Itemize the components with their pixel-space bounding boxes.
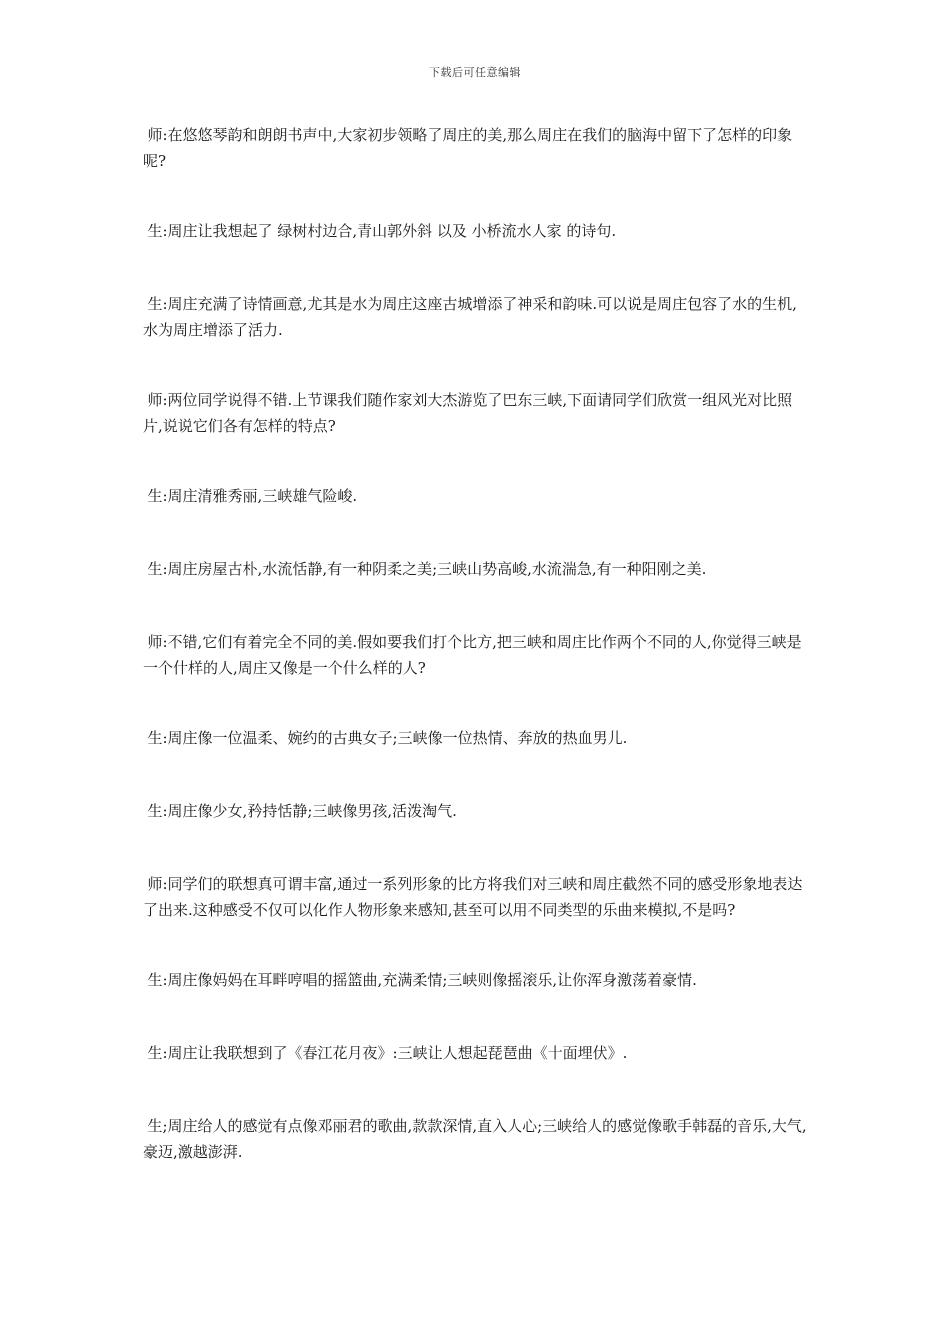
paragraph-8: 生:周庄像一位温柔、婉约的古典女子;三峡像一位热情、奔放的热血男儿. bbox=[147, 729, 628, 747]
paragraph-11: 生:周庄像妈妈在耳畔哼唱的摇篮曲,充满柔情;三峡则像摇滚乐,让你浑身激荡着豪情. bbox=[147, 971, 697, 989]
paragraph-13: 生;周庄给人的感觉有点像邓丽君的歌曲,款款深情,直入人心;三峡给人的感觉像歌手韩磊的音乐,大气,豪迈,激越澎湃. bbox=[143, 1117, 807, 1161]
paragraph-4: 师:两位同学说得不错.上节课我们随作家刘大杰游览了巴东三峡,下面请同学们欣赏一组风光对比照片,说说它们各有怎样的特点? bbox=[143, 391, 793, 435]
paragraph-5: 生:周庄清雅秀丽,三峡雄气险峻. bbox=[147, 487, 358, 505]
paragraph-12: 生:周庄让我联想到了《春江花月夜》:三峡让人想起琵琶曲《十面埋伏》. bbox=[147, 1044, 628, 1062]
paragraph-3: 生:周庄充满了诗情画意,尤其是水为周庄这座古城增添了神采和韵味.可以说是周庄包容了水的生机,水为周庄增添了活力. bbox=[143, 295, 797, 339]
paragraph-7: 师:不错,它们有着完全不同的美.假如要我们打个比方,把三峡和周庄比作两个不同的人,你觉得三峡是一个什样的人,周庄又像是一个什么样的人? bbox=[143, 633, 802, 677]
document-body bbox=[143, 122, 810, 1165]
paragraph-10: 师:同学们的联想真可谓丰富,通过一系列形象的比方将我们对三峡和周庄截然不同的感受形象地表达了出来.这种感受不仅可以化作人物形象来感知,甚至可以用不同类型的乐曲来模拟,不是吗? bbox=[143, 875, 803, 919]
paragraph-1: 师:在悠悠琴韵和朗朗书声中,大家初步领略了周庄的美,那么周庄在我们的脑海中留下了怎样的印象呢? bbox=[143, 126, 793, 170]
page-header-note: 下载后可任意编辑 bbox=[429, 66, 521, 79]
paragraph-9: 生:周庄像少女,矜持恬静;三峡像男孩,活泼淘气. bbox=[147, 802, 457, 820]
paragraph-2: 生:周庄让我想起了 绿树村边合,青山郭外斜 以及 小桥流水人家 的诗句. bbox=[147, 222, 617, 240]
paragraph-6: 生:周庄房屋古朴,水流恬静,有一种阴柔之美;三峡山势高峻,水流湍急,有一种阳刚之美. bbox=[147, 560, 707, 578]
